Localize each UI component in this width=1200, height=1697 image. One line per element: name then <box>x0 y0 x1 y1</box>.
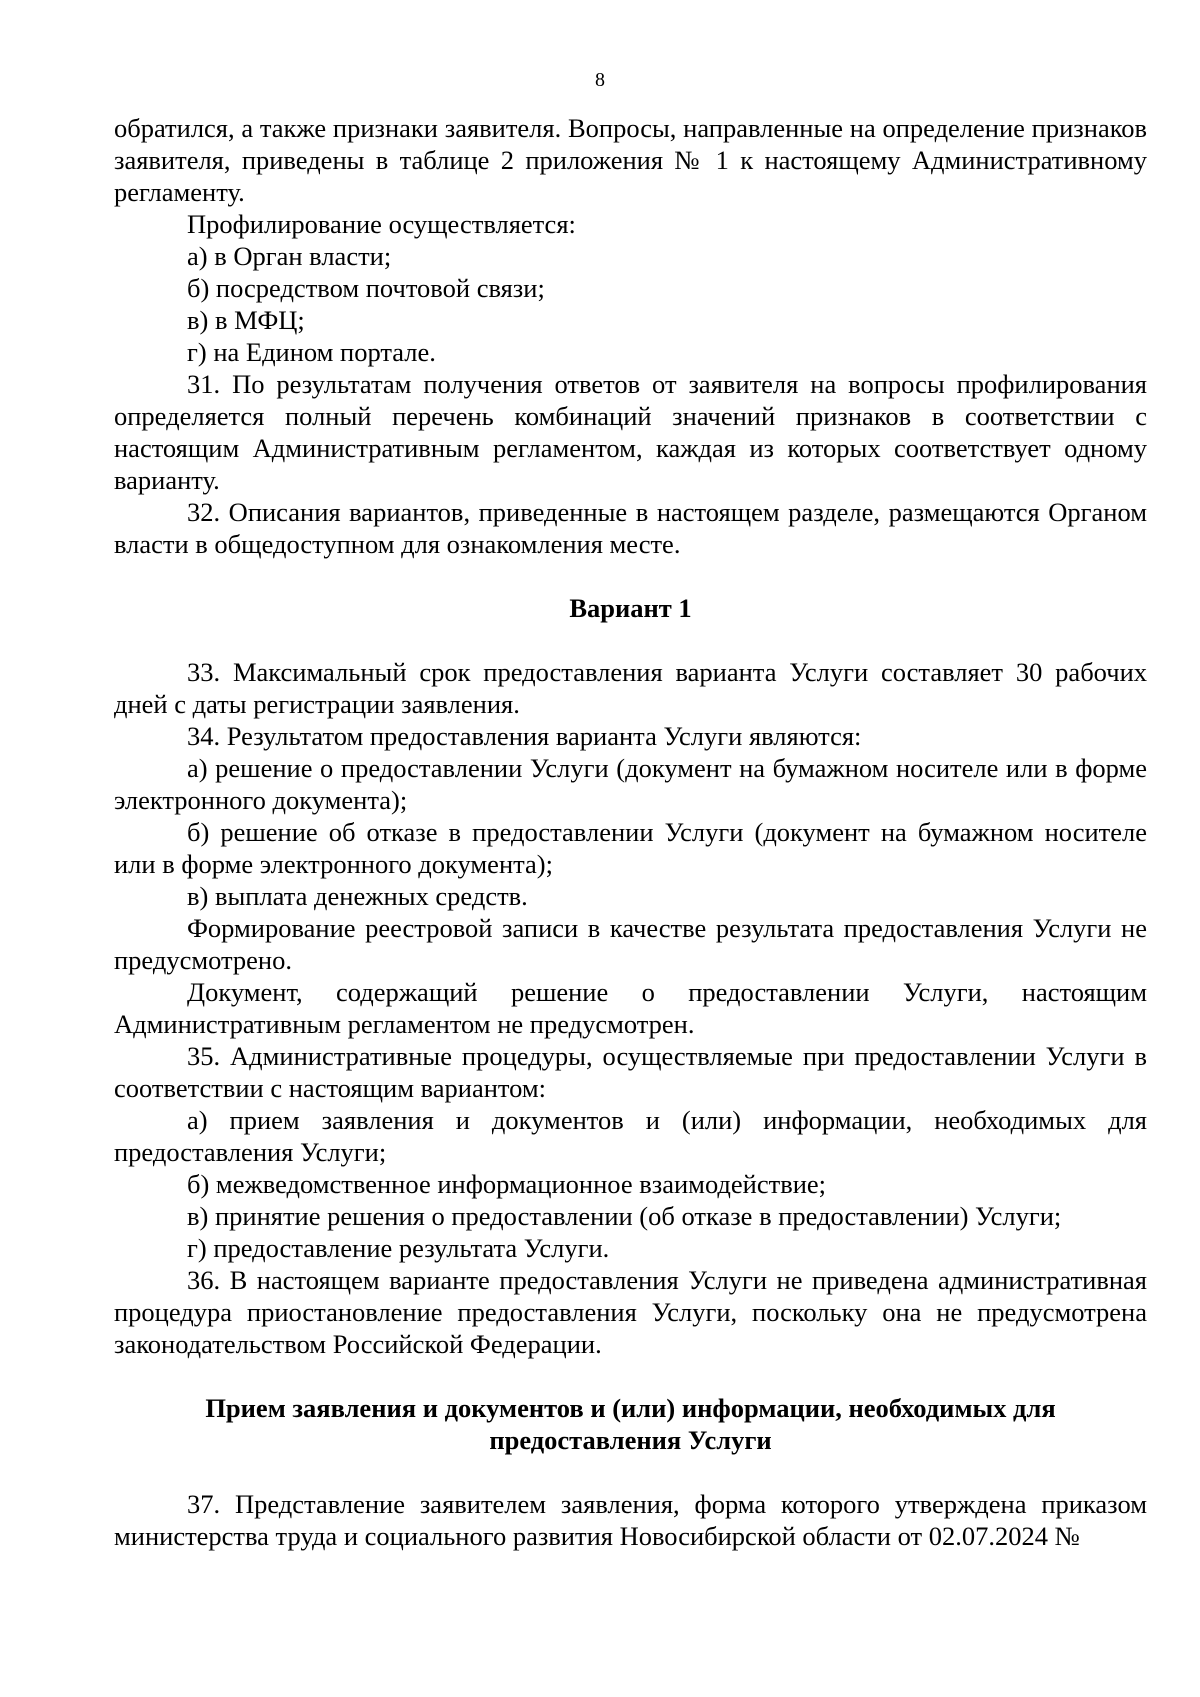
list-item: в) принятие решения о предоставлении (об отказе в предоставлении) Услуги; <box>187 1201 1062 1231</box>
list-item: а) решение о предоставлении Услуги (документ на бумажном носителе или в форме электронного документа); <box>114 753 1147 815</box>
clause-31: 31. По результатам получения ответов от заявителя на вопросы профилирования определяется полный перечень комбинаций значений признаков в соответствии с настоящим Административным регламентом, каждая из которых соответствует одному варианту. <box>114 369 1147 495</box>
clause-37: 37. Представление заявителем заявления, форма которого утверждена приказом министерства труда и социального развития Новосибирской области от 02.07.2024 № <box>114 1489 1147 1551</box>
list-item: г) предоставление результата Услуги. <box>187 1233 610 1263</box>
clause-35: 35. Административные процедуры, осуществляемые при предоставлении Услуги в соответствии с настоящим вариантом: <box>114 1041 1147 1103</box>
list-item: в) в МФЦ; <box>187 305 305 335</box>
clause-33: 33. Максимальный срок предоставления варианта Услуги составляет 30 рабочих дней с даты регистрации заявления. <box>114 657 1147 719</box>
heading-variant: Вариант 1 <box>569 593 692 623</box>
heading-section-line: предоставления Услуги <box>489 1425 772 1455</box>
paragraph: Документ, содержащий решение о предоставлении Услуги, настоящим Административным регламентом не предусмотрен. <box>114 977 1147 1039</box>
heading-section <box>114 1392 1147 1456</box>
list-item: б) межведомственное информационное взаимодействие; <box>187 1169 827 1199</box>
clause-34: 34. Результатом предоставления варианта Услуги являются: <box>187 721 862 751</box>
clause-32: 32. Описания вариантов, приведенные в настоящем разделе, размещаются Органом власти в общедоступном для ознакомления месте. <box>114 497 1147 559</box>
paragraph-profiling: Профилирование осуществляется: <box>187 209 576 239</box>
list-item: г) на Едином портале. <box>187 337 436 367</box>
document-body <box>114 112 1147 1552</box>
clause-36: 36. В настоящем варианте предоставления Услуги не приведена административная процедура приостановление предоставления Услуги, поскольку она не предусмотрена законодательством Российской Федерации. <box>114 1265 1147 1359</box>
paragraph-continuation: обратился, а также признаки заявителя. Вопросы, направленные на определение признаков заявителя, приведены в таблице 2 приложения № 1 к настоящему Административному регламенту. <box>114 113 1147 207</box>
list-item: в) выплата денежных средств. <box>187 881 528 911</box>
list-item: б) посредством почтовой связи; <box>187 273 545 303</box>
list-item: а) в Орган власти; <box>187 241 392 271</box>
list-item: б) решение об отказе в предоставлении Услуги (документ на бумажном носителе или в форме электронного документа); <box>114 817 1147 879</box>
paragraph: Формирование реестровой записи в качестве результата предоставления Услуги не предусмотрено. <box>114 913 1147 975</box>
heading-section-line: Прием заявления и документов и (или) информации, необходимых для <box>205 1393 1056 1423</box>
list-item: а) прием заявления и документов и (или) информации, необходимых для предоставления Услуги; <box>114 1105 1147 1167</box>
page-number: 8 <box>595 69 605 91</box>
